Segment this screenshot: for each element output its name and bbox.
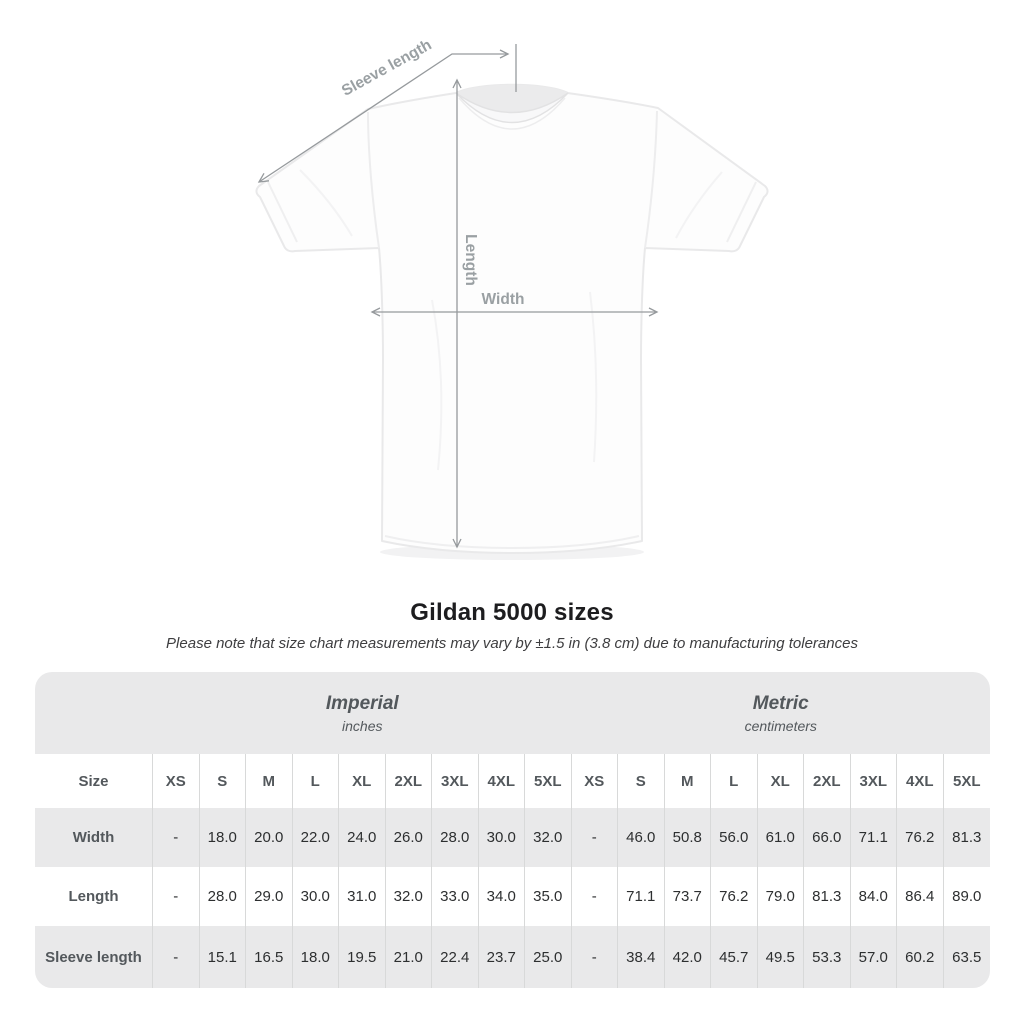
table-cell: 86.4 (897, 867, 944, 926)
table-cell: 81.3 (804, 867, 851, 926)
table-cell: 60.2 (897, 926, 944, 988)
size-col-header: XS (572, 754, 619, 808)
table-cell: 46.0 (618, 808, 665, 867)
table-cell: 28.0 (200, 867, 247, 926)
metric-unit-header (572, 672, 991, 754)
table-cell: 76.2 (711, 867, 758, 926)
table-cell: 56.0 (711, 808, 758, 867)
size-col-header: L (711, 754, 758, 808)
size-col-header: 5XL (525, 754, 572, 808)
table-cell: 26.0 (386, 808, 433, 867)
table-cell: 53.3 (804, 926, 851, 988)
table-cell: - (572, 867, 619, 926)
table-cell: 15.1 (200, 926, 247, 988)
size-header-row (35, 754, 990, 808)
size-col-header: 2XL (386, 754, 433, 808)
table-cell: 61.0 (758, 808, 805, 867)
table-cell: 34.0 (479, 867, 526, 926)
table-cell: 24.0 (339, 808, 386, 867)
size-col-header: XS (153, 754, 200, 808)
table-cell: 33.0 (432, 867, 479, 926)
size-col-header: 2XL (804, 754, 851, 808)
table-cell: 73.7 (665, 867, 712, 926)
table-cell: 50.8 (665, 808, 712, 867)
table-cell: 66.0 (804, 808, 851, 867)
table-cell: 89.0 (952, 888, 982, 905)
size-col-header: XL (758, 754, 805, 808)
length-label: Length (462, 234, 479, 286)
table-cell: 76.2 (897, 808, 944, 867)
table-cell: - (153, 808, 200, 867)
table-cell: 49.5 (758, 926, 805, 988)
row-label: Length (35, 867, 153, 926)
size-col-header: S (200, 754, 247, 808)
table-cell: 79.0 (758, 867, 805, 926)
imperial-unit-header (153, 672, 572, 754)
table-cell: 25.0 (525, 926, 572, 988)
size-table (35, 672, 990, 988)
shirt-body (256, 85, 767, 553)
table-cell: 42.0 (665, 926, 712, 988)
table-cell: 71.1 (618, 867, 665, 926)
table-cell: 22.0 (293, 808, 340, 867)
table-cell: - (572, 926, 619, 988)
metric-label: Metric (752, 692, 809, 714)
table-cell: 29.0 (246, 867, 293, 926)
table-cell: 45.7 (711, 926, 758, 988)
table-cell: 18.0 (293, 926, 340, 988)
table-cell: 18.0 (200, 808, 247, 867)
row-label: Sleeve length (35, 926, 153, 988)
row-label: Width (35, 808, 153, 867)
table-cell: 28.0 (432, 808, 479, 867)
size-col-header: 3XL (851, 754, 898, 808)
imperial-unit-label: inches (342, 717, 383, 734)
table-row-length (35, 867, 990, 926)
table-cell: 23.7 (479, 926, 526, 988)
size-col-header: M (246, 754, 293, 808)
table-cell: 57.0 (851, 926, 898, 988)
metric-unit-label: centimeters (744, 717, 817, 734)
imperial-label: Imperial (325, 692, 399, 714)
table-row-sleeve-length (35, 926, 990, 988)
size-col-header: 4XL (479, 754, 526, 808)
table-cell: 71.1 (851, 808, 898, 867)
size-col-header: L (293, 754, 340, 808)
table-cell: 30.0 (479, 808, 526, 867)
table-cell: 32.0 (525, 808, 572, 867)
size-col-header: XL (339, 754, 386, 808)
size-col-header: M (665, 754, 712, 808)
sleeve-length-label: Sleeve length (338, 36, 435, 100)
table-cell: 16.5 (246, 926, 293, 988)
size-col-header: 5XL (952, 772, 981, 790)
table-cell: 35.0 (525, 867, 572, 926)
table-cell: 20.0 (246, 808, 293, 867)
table-cell: 38.4 (618, 926, 665, 988)
table-cell: 22.4 (432, 926, 479, 988)
size-col-header: 3XL (432, 754, 479, 808)
table-cell: 21.0 (386, 926, 433, 988)
table-cell: 30.0 (293, 867, 340, 926)
table-cell: 19.5 (339, 926, 386, 988)
size-col-header: S (618, 754, 665, 808)
size-header: Size (35, 754, 153, 808)
table-cell: - (153, 867, 200, 926)
width-label: Width (481, 291, 525, 308)
tshirt-graphic (256, 85, 767, 560)
table-cell: 81.3 (952, 829, 982, 846)
table-cell: 31.0 (339, 867, 386, 926)
tolerance-note: Please note that size chart measurements may vary by ±1.5 in (3.8 cm) due to manufacturing tolerances (166, 635, 858, 652)
size-col-header: 4XL (897, 754, 944, 808)
unit-header-row (35, 672, 990, 754)
table-cell: - (153, 926, 200, 988)
table-cell: - (572, 808, 619, 867)
table-cell: 32.0 (386, 867, 433, 926)
table-cell: 63.5 (952, 948, 982, 966)
table-cell: 84.0 (851, 867, 898, 926)
page-title: Gildan 5000 sizes (410, 599, 614, 626)
table-row-width (35, 808, 990, 867)
